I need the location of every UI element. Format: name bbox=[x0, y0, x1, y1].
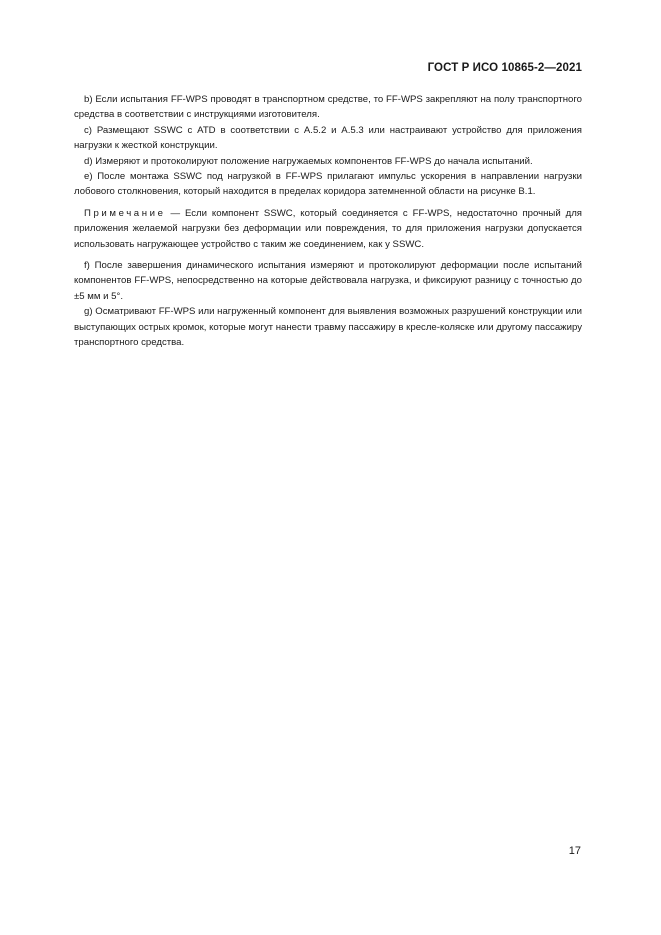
note-text: — Если компонент SSWC, который соединяется с FF-WPS, недостаточно прочный для приложения желаемой нагрузки без деформации или повреждения, то для приложения нагрузки допускается использовать нагружающее устройство с таким же соединением, как у SSWC. bbox=[74, 207, 582, 250]
note-label: Примечание bbox=[84, 207, 166, 219]
paragraph-d: d) Измеряют и протоколируют положение нагружаемых компонентов FF-WPS до начала испытаний. bbox=[84, 155, 533, 167]
paragraph-g: g) Осматривают FF-WPS или нагруженный компонент для выявления возможных разрушений конструкции или выступающих острых кромок, которые могут нанести травму пассажиру в кресле-коляске или другому пассажиру транспортного средства. bbox=[74, 306, 582, 349]
paragraph-f: f) После завершения динамического испытания измеряют и протоколируют деформации после испытаний компонентов FF-WPS, непосредственно на которые действовала нагрузка, и фиксируют разницу с точностью до ±5 мм и 5°. bbox=[74, 260, 582, 302]
paragraph-c: c) Размещают SSWC с ATD в соответствии с A.5.2 и A.5.3 или настраивают устройство для приложения нагрузки к жесткой конструкции. bbox=[74, 124, 582, 152]
standard-designation: ГОСТ Р ИСО 10865-2—2021 bbox=[427, 62, 582, 74]
document-body bbox=[74, 92, 582, 351]
paragraph-e: e) После монтажа SSWC под нагрузкой в FF-WPS прилагают импульс ускорения в направлении нагрузки лобового столкновения, который находится в пределах коридора затемненной области на рисунке B.1. bbox=[74, 171, 582, 198]
page-number: 17 bbox=[568, 845, 581, 857]
note-paragraph bbox=[74, 206, 582, 252]
paragraph-b: b) Если испытания FF-WPS проводят в транспортном средстве, то FF-WPS закрепляют на полу транспортного средства в соответствии с инструкциями изготовителя. bbox=[74, 94, 582, 121]
